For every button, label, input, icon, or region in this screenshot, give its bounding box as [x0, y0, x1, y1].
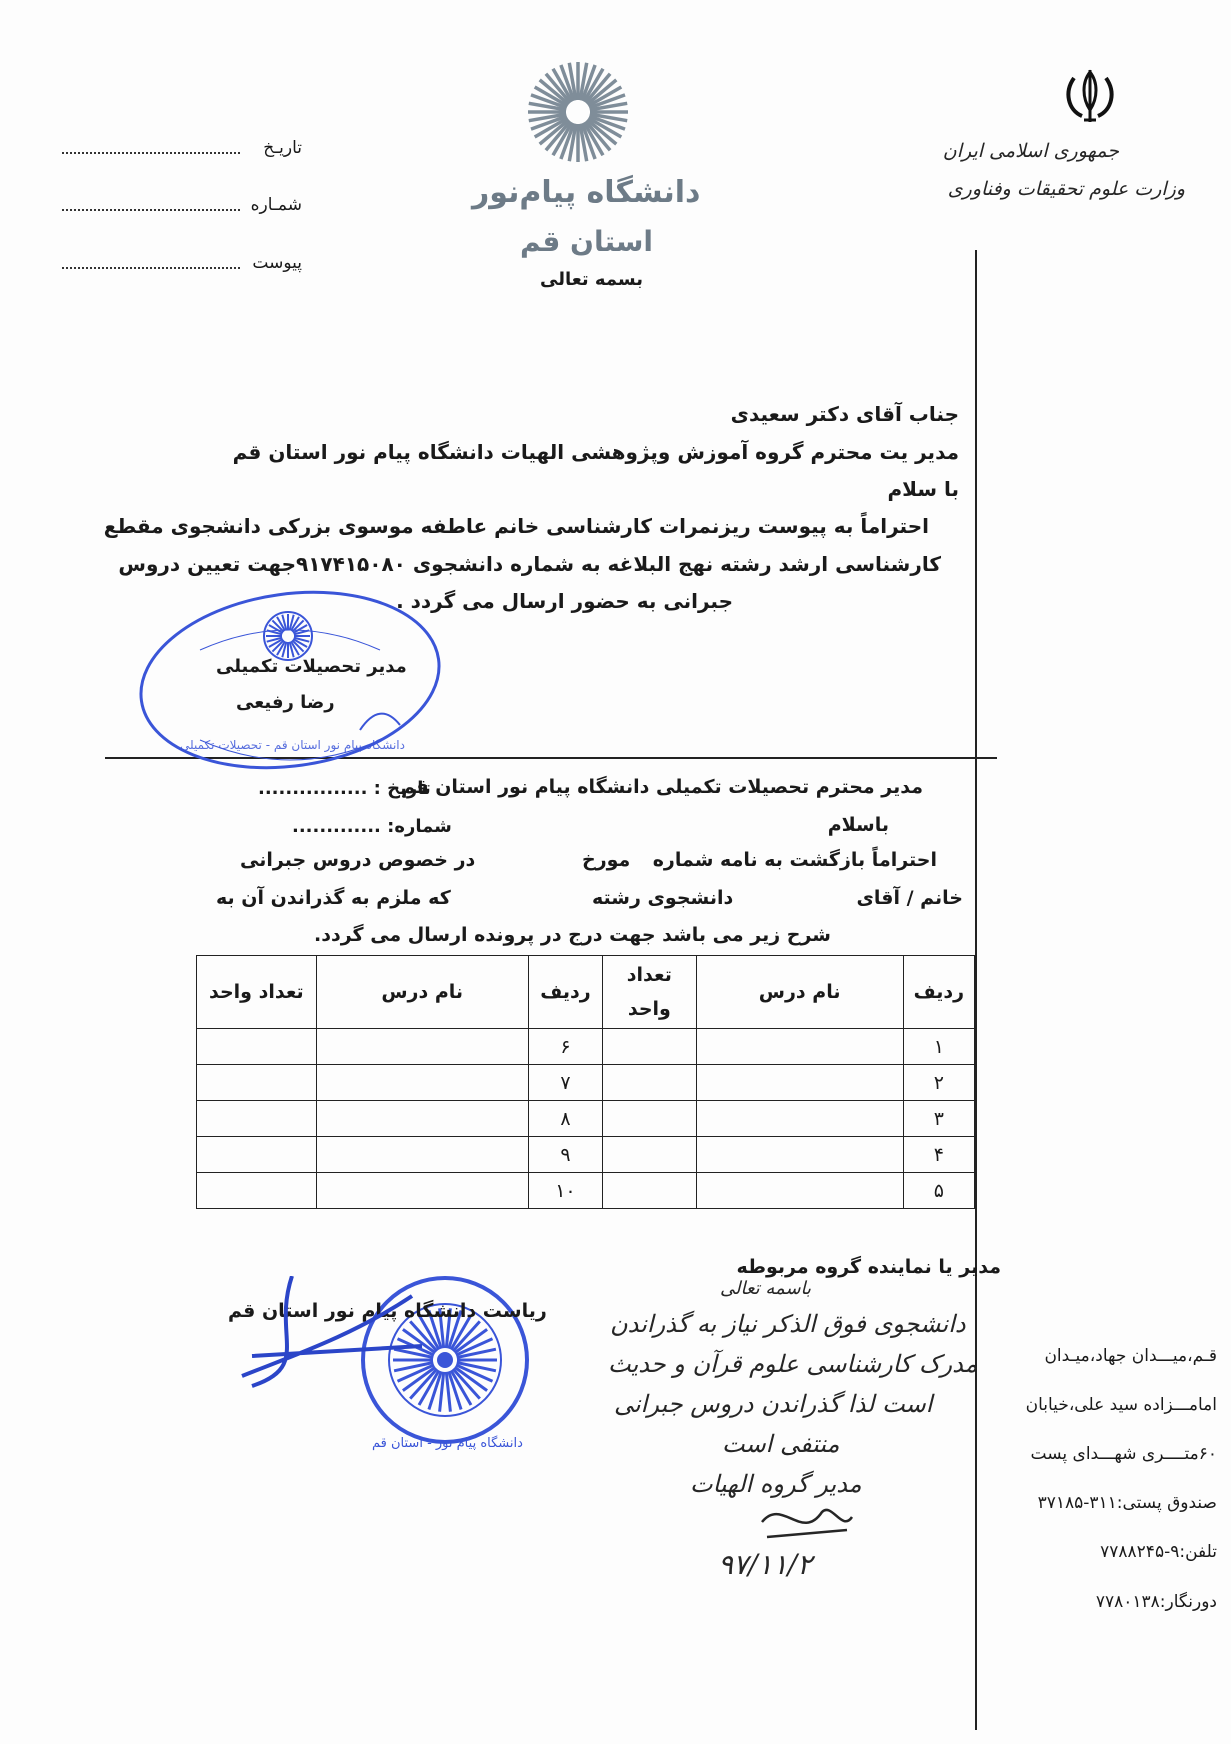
- date-label: تاریـخ: [263, 138, 302, 158]
- handwriting-date: ۹۷/۱۱/۲: [718, 1548, 813, 1581]
- table-cell: ۱: [903, 1029, 974, 1065]
- table-cell: [316, 1173, 528, 1209]
- table-cell: [316, 1101, 528, 1137]
- table-header-row: [197, 956, 975, 1029]
- reply-ref-b: مورخ: [582, 849, 631, 871]
- presidency-label: ریاست دانشگاه پیام نور استان قم: [228, 1300, 547, 1322]
- col-units-1: تعداد واحد: [603, 956, 696, 1029]
- margin-rule: [975, 250, 977, 1730]
- address-line-4: تلفن:۹-۷۷۸۸۲۴۵: [1100, 1542, 1217, 1562]
- table-cell: ۶: [528, 1029, 602, 1065]
- reply-student-c: که ملزم به گذراندن آن به: [216, 887, 451, 909]
- col-row-2: ردیف: [528, 956, 602, 1029]
- table-row: [197, 1029, 975, 1065]
- number-field: [62, 195, 302, 223]
- address-line-5: دورنگار:۷۷۸۰۱۳۸: [1095, 1592, 1217, 1612]
- signer-title: مدیر تحصیلات تکمیلی: [216, 656, 407, 677]
- iran-emblem-icon: [1060, 68, 1120, 128]
- table-cell: [696, 1029, 903, 1065]
- attachment-field: [62, 253, 302, 281]
- letter-body-line1: احتراماً به پیوست ریزنمرات کارشناسی خانم عاطفه موسوی بزرکی دانشجوی مقطع: [103, 514, 929, 538]
- handwriting-line-0: باسمه تعالی: [720, 1278, 812, 1299]
- reply-number-field: شماره: .............: [292, 816, 452, 837]
- letter-greeting: با سلام: [887, 477, 959, 501]
- table-row: [197, 1173, 975, 1209]
- col-units-2: تعداد واحد: [197, 956, 317, 1029]
- table-cell: [197, 1029, 317, 1065]
- table-cell: ۵: [903, 1173, 974, 1209]
- university-logo-icon: [526, 60, 630, 168]
- signer-name: رضا رفیعی: [236, 692, 335, 713]
- address-line-2: ۶۰متــــری شهـــدای پست: [1030, 1444, 1217, 1464]
- handwriting-line-4: منتفی است: [722, 1430, 840, 1458]
- stamp2-text: دانشگاه پیام نور - استان قم: [372, 1436, 523, 1451]
- reply-ref-a: احتراماً بازگشت به نامه شماره: [652, 849, 937, 871]
- emblem-line1: جمهوری اسلامی ایران: [942, 140, 1119, 162]
- emblem-line2: وزارت علوم تحقیقات وفناوری: [947, 178, 1185, 200]
- reply-date-field: تاریخ : ................: [258, 778, 431, 799]
- table-cell: [696, 1101, 903, 1137]
- number-label: شمـاره: [250, 195, 302, 215]
- handwriting-line-1: دانشجوی فوق الذکر نیاز به گذراندن: [610, 1310, 966, 1338]
- stamp1-text: دانشگاه پیام نور استان قم - تحصیلات تکمیلی: [180, 738, 405, 752]
- reply-student-a: خانم / آقای: [856, 887, 963, 909]
- table-cell: ۳: [903, 1101, 974, 1137]
- address-line-3: صندوق پستی:۳۱۱-۳۷۱۸۵: [1037, 1493, 1217, 1513]
- group-rep-label: مدیر یا نماینده گروه مربوطه: [736, 1256, 1001, 1278]
- reply-greeting: باسلام: [827, 814, 889, 836]
- table-cell: ۴: [903, 1137, 974, 1173]
- letter-body-line2: کارشناسی ارشد رشته نهج البلاغه به شماره دانشجوی ۹۱۷۴۱۵۰۸۰جهت تعیین دروس: [118, 552, 941, 576]
- table-cell: [316, 1137, 528, 1173]
- table-cell: ۸: [528, 1101, 602, 1137]
- university-province: استان قم: [520, 225, 654, 258]
- date-field: [62, 138, 302, 166]
- table-cell: [316, 1029, 528, 1065]
- table-cell: [696, 1065, 903, 1101]
- reply-closing: شرح زیر می باشد جهت درج در پرونده ارسال می گردد.: [314, 924, 831, 946]
- handwritten-signature: [752, 1492, 862, 1556]
- handwriting-line-2: مدرک کارشناسی علوم قرآن و حدیث: [608, 1350, 978, 1378]
- courses-table: [196, 955, 975, 1209]
- table-cell: [603, 1137, 696, 1173]
- letter-body-line3: جبرانی به حضور ارسال می گردد .: [396, 589, 733, 613]
- address-line-1: امامـــزاده سید علی،خیابان: [1025, 1395, 1217, 1415]
- graduate-office-stamp: [130, 580, 450, 784]
- table-cell: [696, 1173, 903, 1209]
- letter-addressee-title: مدیر یت محترم گروه آموزش وپژوهشی الهیات دانشگاه پیام نور استان قم: [232, 440, 959, 464]
- table-cell: [197, 1101, 317, 1137]
- col-course-2: نام درس: [316, 956, 528, 1029]
- address-line-0: قـم،میـــدان جهاد،میـدان: [1044, 1346, 1217, 1366]
- presidency-signature: [232, 1276, 432, 1400]
- table-cell: [197, 1065, 317, 1101]
- letter-addressee: جناب آقای دکتر سعیدی: [730, 402, 959, 426]
- reply-to-line: مدیر محترم تحصیلات تکمیلی دانشگاه پیام نور استان قم: [401, 776, 923, 798]
- table-cell: ۲: [903, 1065, 974, 1101]
- table-cell: ۹: [528, 1137, 602, 1173]
- attachment-label: پیوست: [252, 253, 302, 273]
- handwriting-line-5: مدیر گروه الهیات: [690, 1470, 862, 1498]
- table-cell: [603, 1029, 696, 1065]
- table-row: [197, 1065, 975, 1101]
- invocation: بسمه تعالی: [540, 269, 643, 290]
- col-course-1: نام درس: [696, 956, 903, 1029]
- col-row-1: ردیف: [903, 956, 974, 1029]
- table-cell: ۷: [528, 1065, 602, 1101]
- table-cell: ۱۰: [528, 1173, 602, 1209]
- table-cell: [696, 1137, 903, 1173]
- table-cell: [316, 1065, 528, 1101]
- reply-ref-c: در خصوص دروس جبرانی: [240, 849, 476, 871]
- table-cell: [603, 1101, 696, 1137]
- table-cell: [603, 1065, 696, 1101]
- table-cell: [603, 1173, 696, 1209]
- table-cell: [197, 1137, 317, 1173]
- handwriting-line-3: است لذا گذراندن دروس جبرانی: [614, 1390, 933, 1418]
- reply-student-b: دانشجوی رشته: [592, 887, 734, 909]
- table-row: [197, 1137, 975, 1173]
- table-cell: [197, 1173, 317, 1209]
- university-name: دانشگاه پیام‌نور: [472, 175, 701, 210]
- table-row: [197, 1101, 975, 1137]
